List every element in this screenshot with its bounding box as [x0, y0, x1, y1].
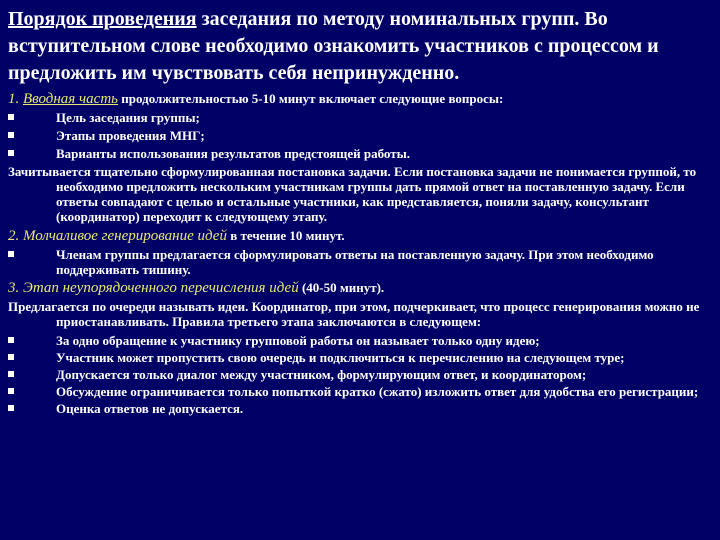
bullet-square-icon: [8, 354, 14, 360]
list-item-text: Варианты использования результатов предстоящей работы.: [56, 146, 411, 161]
bullet-square-icon: [8, 388, 14, 394]
section3-list-wrap: [8, 333, 712, 416]
list-item-text: За одно обращение к участнику групповой работы он называет только одну идею;: [56, 333, 540, 348]
section2-heading: [8, 228, 712, 244]
slide-title: [8, 6, 712, 87]
section1-paragraph: Зачитывается тщательно сформулированная постановка задачи. Если постановка задачи не понимается группой, то необходимо предложить нескольким участникам группы дать прямой ответ на поставленную задачу. Если ответы совпадают с целью и остальные участники, как представляется, поняли задачу, консультант (координатор) переходит к следующему этапу.: [8, 164, 697, 224]
list-item: [8, 350, 712, 365]
list-item-text: Оценка ответов не допускается.: [56, 401, 244, 416]
section3-list: [8, 333, 712, 416]
title-underlined: Порядок проведения: [8, 8, 197, 30]
list-item: [8, 367, 712, 382]
section1-head: [8, 91, 118, 107]
bullet-square-icon: [8, 251, 14, 257]
title-rest: заседания по методу номинальных групп. Во вступительном слове необходимо ознакомить участников с процессом и предложить им чувствовать себя непринужденно.: [8, 8, 659, 84]
bullet-square-icon: [8, 337, 14, 343]
section3-heading: [8, 280, 712, 296]
section1-list: [8, 110, 712, 161]
section3-text: (40-50 минут).: [298, 280, 385, 295]
section3-paragraph: Предлагается по очереди называть идеи. Координатор, при этом, подчеркивает, что процесс генерирования можно не приостанавливать. Правила третьего этапа заключаются в следующем:: [8, 299, 700, 329]
list-item: [8, 401, 712, 416]
list-item: [8, 110, 712, 125]
list-item: [8, 384, 712, 399]
bullet-square-icon: [8, 371, 14, 377]
section1-text: продолжительностью 5-10 минут включает следующие вопросы:: [118, 91, 504, 106]
section1-number: 1.: [8, 91, 23, 107]
bullet-square-icon: [8, 405, 14, 411]
list-item-text: Допускается только диалог между участником, формулирующим ответ, и координатором;: [56, 367, 587, 382]
section1-label: Вводная часть: [23, 91, 119, 107]
section2-head: 2. Молчаливое генерирование идей: [8, 228, 227, 244]
list-item-text: Цель заседания группы;: [56, 110, 200, 125]
list-item: [8, 128, 712, 143]
bullet-square-icon: [8, 150, 14, 156]
section2-list: [8, 247, 712, 277]
list-item: [8, 333, 712, 348]
section3-head: 3. Этап неупорядоченного перечисления идей: [8, 280, 299, 296]
list-item-text: Участник может пропустить свою очередь и подключиться к перечислению на следующем туре;: [56, 350, 625, 365]
list-item-text: Этапы проведения МНГ;: [56, 128, 205, 143]
list-item: [8, 247, 712, 277]
list-item: [8, 146, 712, 161]
list-item-text: Членам группы предлагается сформулировать ответы на поставленную задачу. При этом необходимо поддерживать тишину.: [56, 247, 654, 277]
section1-heading: [8, 91, 712, 107]
section2-text: в течение 10 минут.: [226, 228, 345, 243]
bullet-square-icon: [8, 132, 14, 138]
bullet-square-icon: [8, 114, 14, 120]
list-item-text: Обсуждение ограничивается только попыткой кратко (сжато) изложить ответ для удобства его регистрации;: [56, 384, 699, 399]
